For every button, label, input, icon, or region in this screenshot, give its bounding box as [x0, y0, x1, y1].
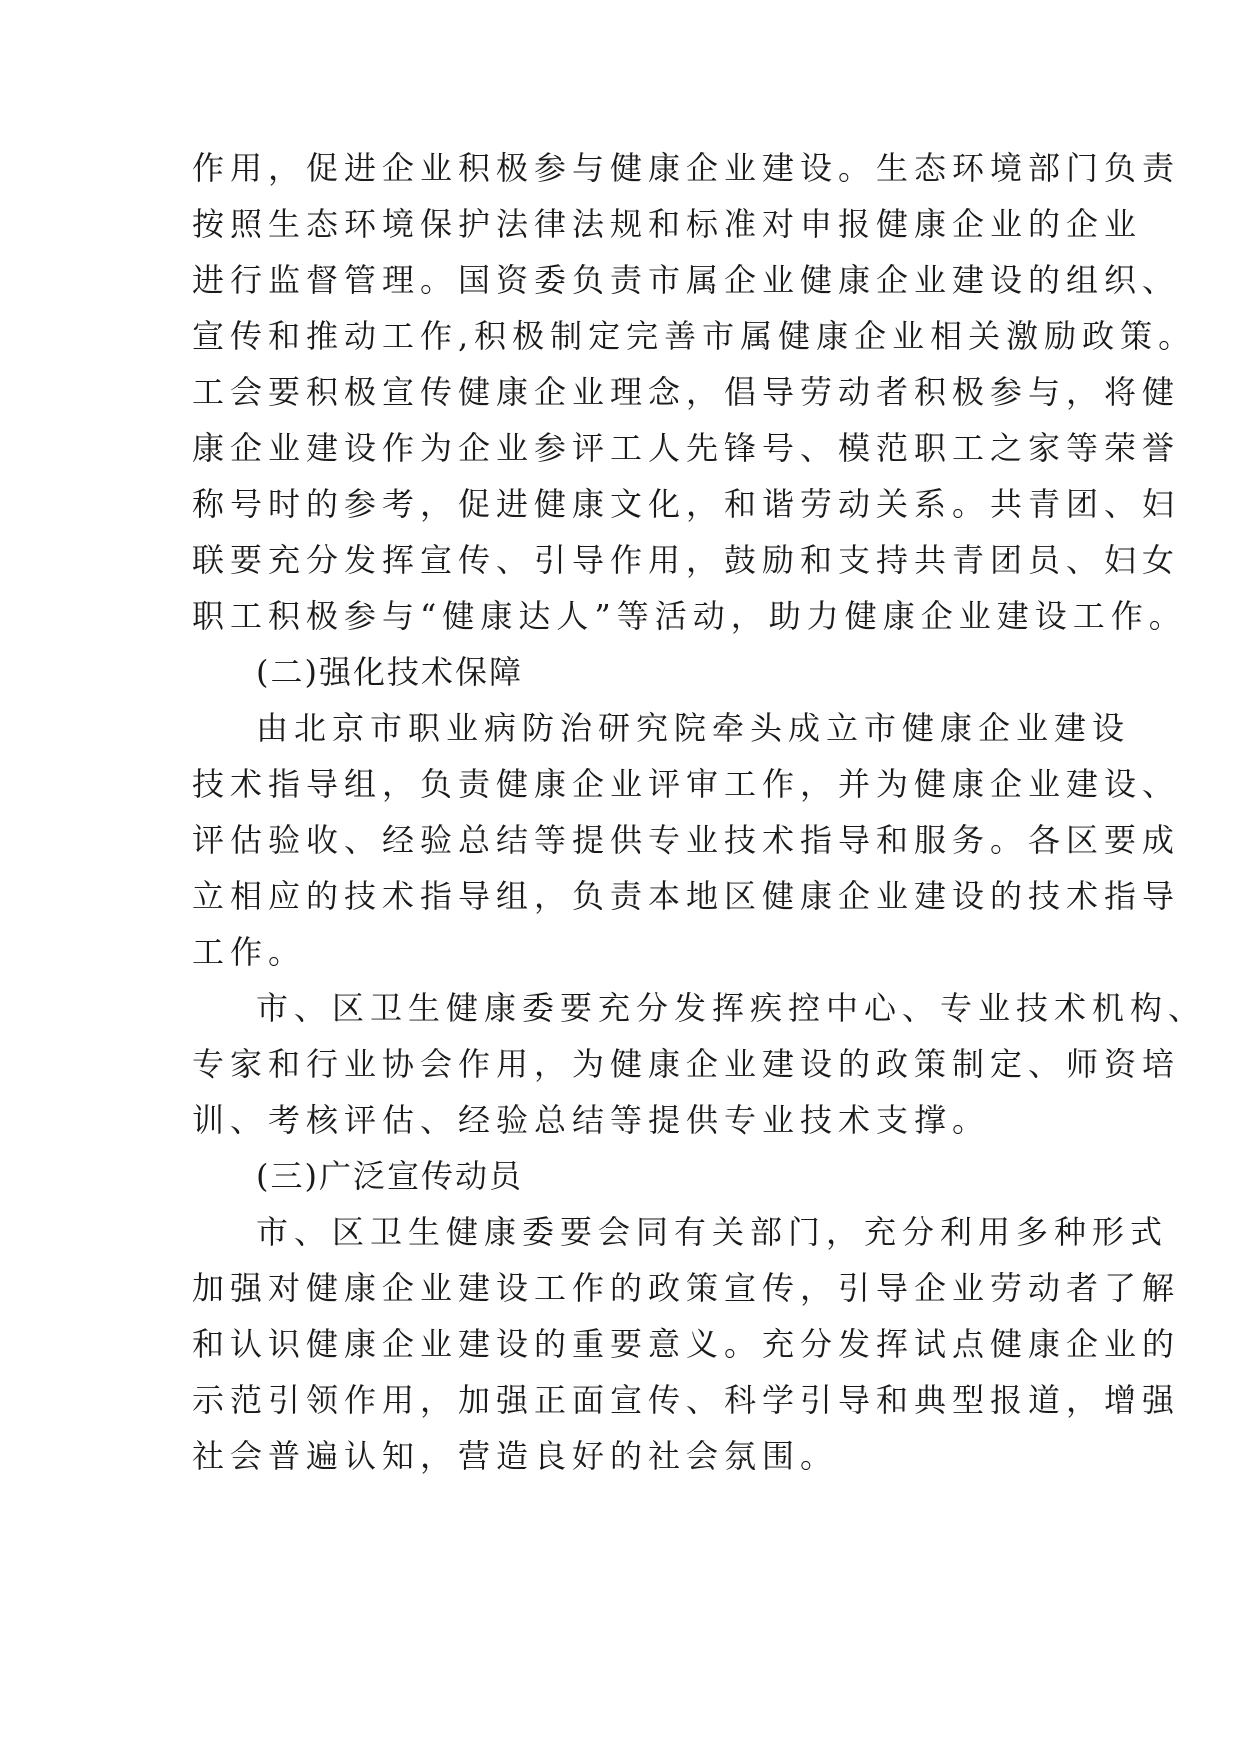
paragraph-line: 示范引领作用，加强正面宣传、科学引导和典型报道，增强: [192, 1381, 1181, 1419]
paragraph-line: 市、区卫生健康委要会同有关部门，充分利用多种形式: [256, 1213, 1169, 1251]
section-heading: (三)广泛宣传动员: [256, 1157, 523, 1195]
paragraph-line: 宣传和推动工作,积极制定完善市属健康企业相关激励政策。: [192, 317, 1197, 355]
paragraph-line: 和认识健康企业建设的重要意义。充分发挥试点健康企业的: [192, 1325, 1181, 1363]
paragraph-line: 训、考核评估、经验总结等提供专业技术支撑。: [192, 1101, 991, 1139]
paragraph-line: 职工积极参与“健康达人”等活动，助力健康企业建设工作。: [192, 597, 1187, 635]
paragraph-line: 社会普遍认知，营造良好的社会氛围。: [192, 1437, 839, 1475]
paragraph-line: 专家和行业协会作用，为健康企业建设的政策制定、师资培: [192, 1045, 1181, 1083]
paragraph-line: 工作。: [192, 933, 307, 971]
paragraph-line: 加强对健康企业建设工作的政策宣传，引导企业劳动者了解: [192, 1269, 1181, 1307]
paragraph-line: 工会要积极宣传健康企业理念，倡导劳动者积极参与，将健: [192, 373, 1181, 411]
paragraph-line: 市、区卫生健康委要充分发挥疾控中心、专业技术机构、: [256, 989, 1207, 1027]
paragraph-line: 技术指导组，负责健康企业评审工作，并为健康企业建设、: [192, 765, 1181, 803]
paragraph-line: 称号时的参考，促进健康文化，和谐劳动关系。共青团、妇: [192, 485, 1181, 523]
paragraph-line: 按照生态环境保护法律法规和标准对申报健康企业的企业: [192, 205, 1143, 243]
paragraph-line: 由北京市职业病防治研究院牵头成立市健康企业建设: [256, 709, 1131, 747]
paragraph-line: 立相应的技术指导组，负责本地区健康企业建设的技术指导: [192, 877, 1181, 915]
paragraph-line: 联要充分发挥宣传、引导作用，鼓励和支持共青团员、妇女: [192, 541, 1181, 579]
paragraph-line: 康企业建设作为企业参评工人先锋号、模范职工之家等荣誉: [192, 429, 1181, 467]
section-heading: (二)强化技术保障: [256, 653, 523, 691]
paragraph-line: 进行监督管理。国资委负责市属企业健康企业建设的组织、: [192, 261, 1181, 299]
paragraph-line: 评估验收、经验总结等提供专业技术指导和服务。各区要成: [192, 821, 1181, 859]
paragraph-line: 作用，促进企业积极参与健康企业建设。生态环境部门负责: [192, 149, 1181, 187]
